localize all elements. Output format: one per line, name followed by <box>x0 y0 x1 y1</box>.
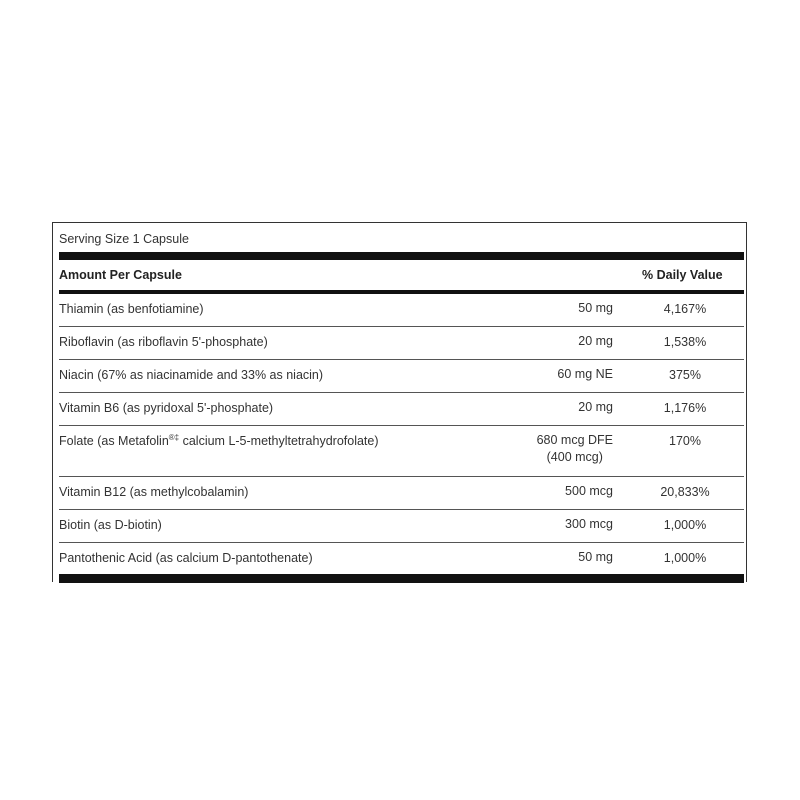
serving-size: Serving Size 1 Capsule <box>59 232 189 246</box>
nutrient-daily-value: 1,538% <box>663 335 707 349</box>
table-row <box>59 543 744 576</box>
nutrient-name-prefix: Folate (as Metafolin <box>59 434 169 448</box>
nutrient-daily-value: 375% <box>669 368 701 382</box>
nutrient-amount: 50 mg <box>578 301 613 315</box>
table-row <box>59 393 744 426</box>
nutrient-amount: 300 mcg <box>565 517 613 531</box>
nutrient-daily-value: 1,000% <box>663 551 707 565</box>
nutrient-daily-value: 170% <box>669 434 701 448</box>
nutrient-name: Thiamin (as benfotiamine) <box>59 302 204 316</box>
nutrient-amount-line1: 680 mcg DFE <box>536 433 613 447</box>
table-row <box>59 426 744 477</box>
nutrient-name-suffix: calcium L-5-methyltetrahydrofolate) <box>179 434 379 448</box>
nutrient-rows <box>59 294 744 576</box>
nutrient-name: Biotin (as D-biotin) <box>59 518 162 532</box>
nutrient-name <box>59 434 379 448</box>
nutrient-daily-value: 20,833% <box>660 485 710 499</box>
table-row <box>59 477 744 510</box>
table-row <box>59 327 744 360</box>
nutrient-daily-value: 1,000% <box>663 518 707 532</box>
nutrient-amount-line2: (400 mcg) <box>546 450 603 464</box>
nutrient-amount: 500 mcg <box>565 484 613 498</box>
table-row <box>59 510 744 543</box>
nutrient-name: Vitamin B12 (as methylcobalamin) <box>59 485 249 499</box>
nutrient-amount <box>537 432 613 466</box>
header-amount-per: Amount Per Capsule <box>59 268 182 282</box>
table-row <box>59 360 744 393</box>
nutrient-amount: 50 mg <box>578 550 613 564</box>
nutrient-amount: 20 mg <box>578 400 613 414</box>
divider-thick-top <box>59 252 744 260</box>
nutrient-name: Niacin (67% as niacinamide and 33% as niacin) <box>59 368 324 382</box>
supplement-facts-panel <box>52 222 747 582</box>
divider-thick-bottom <box>59 574 744 583</box>
table-row <box>59 294 744 327</box>
table-header <box>59 260 744 290</box>
nutrient-amount: 20 mg <box>578 334 613 348</box>
header-daily-value: % Daily Value <box>642 268 723 282</box>
trademark-superscript: ®‡ <box>168 432 180 442</box>
nutrient-name: Vitamin B6 (as pyridoxal 5'-phosphate) <box>59 401 274 415</box>
nutrient-name: Riboflavin (as riboflavin 5'-phosphate) <box>59 335 268 349</box>
nutrient-name: Pantothenic Acid (as calcium D-pantothenate) <box>59 551 313 565</box>
nutrient-daily-value: 4,167% <box>663 302 707 316</box>
nutrient-daily-value: 1,176% <box>663 401 707 415</box>
nutrient-amount: 60 mg NE <box>557 367 613 381</box>
